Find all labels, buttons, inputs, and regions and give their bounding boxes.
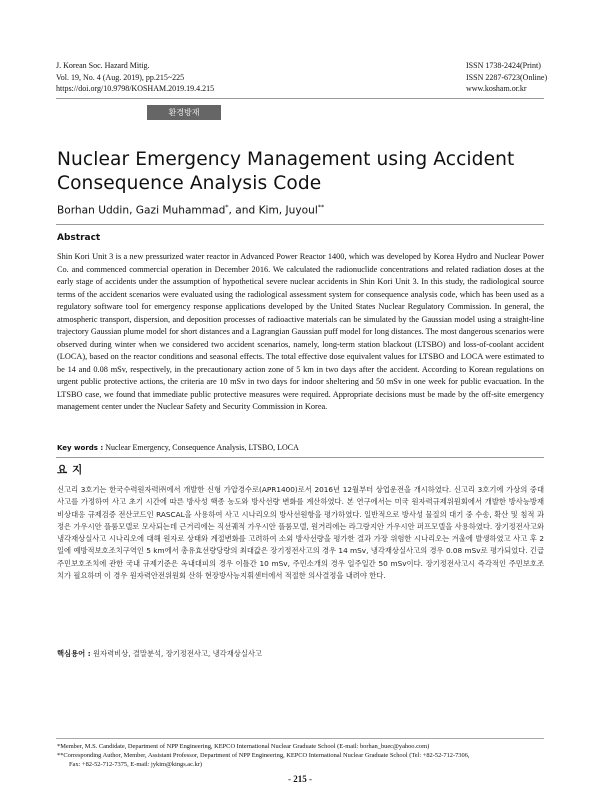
- author-list: [57, 200, 324, 218]
- paper-title: [57, 148, 514, 196]
- title-line-1: Nuclear Emergency Management using Accident: [57, 149, 515, 170]
- footnote-2-continued: Fax: +82-52-712-7375, E-mail: jykim@kings.ac.kr): [69, 761, 203, 768]
- footnote-2: **Corresponding Author, Member, Assistant Professor, Department of NPP Engineering, KEPCO International Nuclear Graduate School (Tel: +82-52-712-7306,: [57, 752, 470, 759]
- doi-link[interactable]: https://doi.org/10.9798/KOSHAM.2019.19.4.215: [56, 84, 215, 93]
- author-1-mark: *: [225, 203, 229, 211]
- category-tab: 환경방재: [147, 105, 221, 120]
- header-divider: [56, 98, 544, 99]
- korean-abstract-heading: 요지: [57, 464, 88, 476]
- website-link[interactable]: www.kosham.or.kr: [466, 84, 527, 93]
- korean-keywords-list: 원자력비상, 결말분석, 장기정전사고, 냉각재상실사고: [92, 649, 262, 658]
- footnote-1: *Member, M.S. Candidate, Department of NPP Engineering, KEPCO International Nuclear Graduate School (E-mail: borhan_buec@yahoo.com): [57, 743, 430, 750]
- page-number: - 215 -: [288, 774, 312, 784]
- author-2: , and Kim, Juyoul: [228, 204, 318, 217]
- korean-keywords-label: 핵심용어 :: [57, 649, 91, 658]
- abstract-text: Shin Kori Unit 3 is a new pressurized water reactor in Advanced Power Reactor 1400, which was developed by Korea Hydro and Nuclear Power Co. and commenced commercial operation in December 2016. We calculated the radionuclide concentrations and related radiation doses at the early stage of accidents under the assumption of hypothetical severe nuclear accidents in Shin Kori Unit 3. In this study, the radiological source terms of the accident scenarios were evaluated using the radiological assessment system for consequence analysis code, which has been used as a regulatory software tool for emergency response applications developed by the United States Nuclear Regulatory Commission. In general, the atmospheric transport, dispersion, and deposition processes of radioactive materials can be simulated by the Gaussian model using a straight-line trajectory Gaussian plume model for short distances and a Lagrangian Gaussian puff model for long distances. The most dangerous scenarios were observed during winter when we considered two accident scenarios, namely, long-term station blackout (LTSBO) and loss-of-coolant accident (LOCA), based on the reactor conditions and seasonal effects. The total effective dose equivalent values for LTSBO and LOCA were estimated to be 14 and 0.08 mSv, respectively, in the precautionary action zone of 5 km in two days after the accident. According to Korean regulations on urgent public protective actions, the criteria are 10 mSv in two days for indoor sheltering and 50 mSv in one week for public evacuation. In the LTSBO case, we found that immediate public protective measures were required. Appropriate decisions must be made by the off-site emergency management center under the Nuclear Safety and Security Commission in Korea.: [57, 252, 544, 411]
- keywords: [57, 442, 299, 454]
- abstract-heading: Abstract: [57, 233, 101, 243]
- issn-online: ISSN 2287-6723(Online): [466, 72, 548, 82]
- korean-divider: [56, 457, 544, 458]
- journal-name: J. Korean Soc. Hazard Mitig.: [56, 61, 150, 70]
- keywords-list: Nuclear Emergency, Consequence Analysis, LTSBO, LOCA: [105, 443, 299, 452]
- korean-abstract-text: 신고리 3호기는 한국수력원자력㈜에서 개발한 신형 가압경수로(APR1400)로서 2016년 12월부터 상업운전을 개시하였다. 신고리 3호기에 가상의 중대사고를 가정하여 사고 초기 시간에 따른 방사성 핵종 농도와 방사선량 변화를 계산하였다. 본 연구에서는 미국 원자력규제위원회에서 개발한 방사능방재 비상대응 규제검증 전산코드인 RASCAL을 사용하여 사고 시나리오의 방사선원항을 평가하였다. 일반적으로 방사성 물질의 대기 중 수송, 확산 및 침적 과정은 가우시안 플룸모델로 모사되는데 근거리에는 직선궤적 가우시안 플룸모델, 원거리에는 라그랑지안 가우시안 퍼프모델을 사용하였다. 장기정전사고와 냉각재상실사고 시나리오에 대해 원자로 상태와 계절변화를 고려하여 소외 방사선량을 평가한 결과 가장 위험한 시나리오는 겨울에 발생하였고 사고 후 2일에 예방적보호조치구역인 5 km에서 총유효선량당량의 최대값은 장기정전사고의 경우 14 mSv, 냉각재상실사고의 경우 0.08 mSv로 평가되었다. 긴급주민보호조치에 관한 국내 규제기준은 옥내대피의 경우 이틀간 10 mSv, 주민소개의 경우 일주일간 50 mSv이다. 장기정전사고시 즉각적인 주민보호조치가 필요하며 이 경우 원자력안전위원회 산하 현장방사능지휘센터에서 적절한 의사결정을 내려야 한다.: [57, 485, 544, 581]
- author-1: Borhan Uddin, Gazi Muhammad: [57, 204, 226, 217]
- korean-keywords: [57, 648, 262, 659]
- journal-header-left: [56, 60, 214, 95]
- abstract-divider: [56, 224, 544, 225]
- footnotes: [57, 742, 545, 769]
- issn-print: ISSN 1738-2424(Print): [466, 61, 541, 70]
- journal-header-right: [466, 60, 547, 95]
- author-2-mark: **: [317, 203, 325, 211]
- title-line-2: Consequence Analysis Code: [57, 173, 322, 194]
- journal-volume: Vol. 19, No. 4 (Aug. 2019), pp.215~225: [56, 72, 185, 82]
- keywords-label: Key words :: [57, 444, 104, 452]
- page-number-value: 215: [293, 774, 307, 784]
- footnote-divider: [56, 738, 544, 739]
